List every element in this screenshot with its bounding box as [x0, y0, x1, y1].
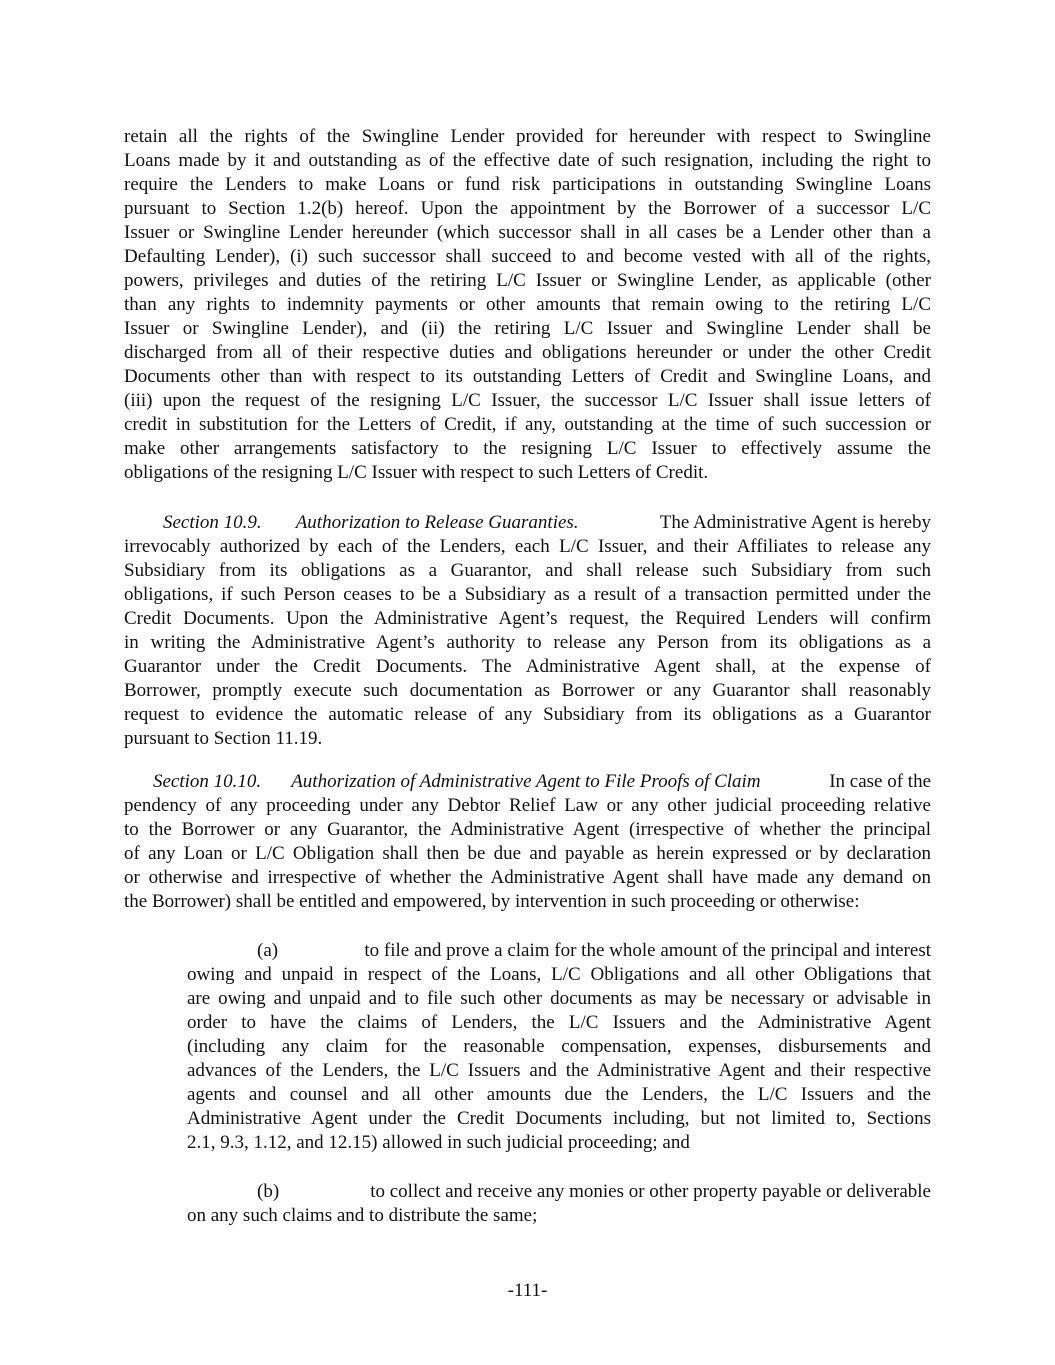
text-line: Subsidiary from its obligations as a Guarantor, and shall release such Subsidiary from such — [124, 560, 931, 581]
text-line: the Borrower) shall be entitled and empowered, by intervention in such proceeding or otherwise: — [124, 891, 860, 912]
clause-label: (a) — [257, 940, 279, 961]
text-line: retain all the rights of the Swingline Lender provided for hereunder with respect to Swingline — [124, 126, 931, 147]
clause-text: to collect and receive any monies or other property payable or deliverable — [370, 1181, 931, 1202]
text-line: (including any claim for the reasonable compensation, expenses, disbursements and — [187, 1036, 931, 1057]
text-line: request to evidence the automatic release of any Subsidiary from its obligations as a Guarantor — [124, 704, 931, 725]
clause-label: (b) — [257, 1181, 280, 1202]
text-line: of any Loan or L/C Obligation shall then be due and payable as herein expressed or by declaration — [124, 843, 931, 864]
text-line: Administrative Agent under the Credit Documents including, but not limited to, Sections — [187, 1108, 931, 1129]
clause-first-line — [257, 939, 931, 963]
text-line: owing and unpaid in respect of the Loans, L/C Obligations and all other Obligations that — [187, 964, 931, 985]
text-line: than any rights to indemnity payments or other amounts that remain owing to the retiring L/C — [124, 294, 931, 315]
text-line: powers, privileges and duties of the retiring L/C Issuer or Swingline Lender, as applicable (other — [124, 270, 931, 291]
text-line: discharged from all of their respective duties and obligations hereunder or under the other Credit — [124, 342, 931, 363]
text-line: Documents other than with respect to its outstanding Letters of Credit and Swingline Loans, and — [124, 366, 931, 387]
section-heading-line — [153, 770, 931, 794]
section-heading-line — [163, 511, 931, 535]
text-line: advances of the Lenders, the L/C Issuers and the Administrative Agent and their respective — [187, 1060, 931, 1081]
text-line: make other arrangements satisfactory to the resigning L/C Issuer to effectively assume the — [124, 438, 931, 459]
text-line: 2.1, 9.3, 1.12, and 12.15) allowed in such judicial proceeding; and — [187, 1132, 690, 1153]
text-line: Credit Documents. Upon the Administrative Agent’s request, the Required Lenders will confirm — [124, 608, 931, 629]
section-number: Section 10.10. — [153, 771, 262, 792]
text-line: Issuer or Swingline Lender hereunder (which successor shall in all cases be a Lender other than a — [124, 222, 931, 243]
section-text: In case of the — [829, 771, 931, 792]
text-line: on any such claims and to distribute the same; — [187, 1205, 538, 1226]
text-line: obligations, if such Person ceases to be a Subsidiary as a result of a transaction permitted under the — [124, 584, 931, 605]
clause-first-line — [257, 1180, 931, 1204]
text-line: in writing the Administrative Agent’s authority to release any Person from its obligations as a — [124, 632, 931, 653]
text-line: to the Borrower or any Guarantor, the Administrative Agent (irrespective of whether the principal — [124, 819, 931, 840]
text-line: Borrower, promptly execute such documentation as Borrower or any Guarantor shall reasonably — [124, 680, 931, 701]
text-line: (iii) upon the request of the resigning L/C Issuer, the successor L/C Issuer shall issue letters of — [124, 390, 931, 411]
section-title: Authorization of Administrative Agent to File Proofs of Claim — [291, 771, 761, 792]
text-line: obligations of the resigning L/C Issuer with respect to such Letters of Credit. — [124, 462, 709, 483]
section-number: Section 10.9. — [163, 512, 262, 533]
text-line: require the Lenders to make Loans or fund risk participations in outstanding Swingline Loans — [124, 174, 931, 195]
text-line: Guarantor under the Credit Documents. The Administrative Agent shall, at the expense of — [124, 656, 931, 677]
text-line: pursuant to Section 11.19. — [124, 728, 323, 749]
text-line: or otherwise and irrespective of whether the Administrative Agent shall have made any demand on — [124, 867, 931, 888]
text-line: are owing and unpaid and to file such other documents as may be necessary or advisable in — [187, 988, 931, 1009]
text-line: Loans made by it and outstanding as of the effective date of such resignation, including the right to — [124, 150, 931, 171]
text-line: Defaulting Lender), (i) such successor shall succeed to and become vested with all of the rights, — [124, 246, 931, 267]
text-line: Issuer or Swingline Lender), and (ii) the retiring L/C Issuer and Swingline Lender shall be — [124, 318, 931, 339]
text-line: pendency of any proceeding under any Debtor Relief Law or any other judicial proceeding relative — [124, 795, 931, 816]
text-line: irrevocably authorized by each of the Lenders, each L/C Issuer, and their Affiliates to release any — [124, 536, 931, 557]
text-line: order to have the claims of Lenders, the L/C Issuers and the Administrative Agent — [187, 1012, 931, 1033]
text-line: pursuant to Section 1.2(b) hereof. Upon the appointment by the Borrower of a successor L/C — [124, 198, 931, 219]
clause-text: to file and prove a claim for the whole amount of the principal and interest — [364, 940, 931, 961]
page-number: -111- — [507, 1280, 548, 1301]
text-line: agents and counsel and all other amounts due the Lenders, the L/C Issuers and the — [187, 1084, 931, 1105]
section-text: The Administrative Agent is hereby — [659, 512, 931, 533]
text-line: credit in substitution for the Letters of Credit, if any, outstanding at the time of such succession or — [124, 414, 931, 435]
section-title: Authorization to Release Guaranties. — [295, 512, 579, 533]
